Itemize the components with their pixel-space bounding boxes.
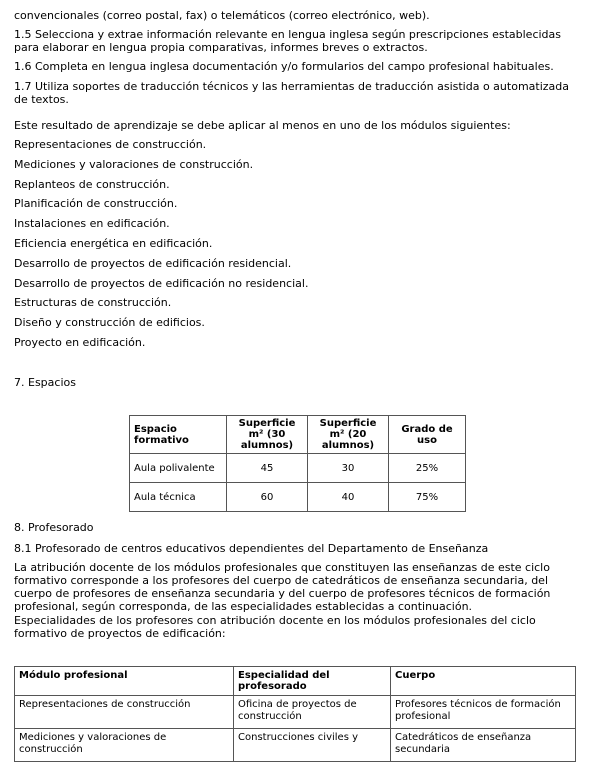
criterion-1-6: 1.6 Completa en lengua inglesa documentación y/o formularios del campo profesional habituales. [14, 60, 554, 73]
module-list [14, 138, 308, 356]
criterion-1-5: 1.5 Selecciona y extrae información relevante en lengua inglesa según prescripciones establecidas para elaborar en lengua propia comparativas, informes breves o extractos. [14, 28, 562, 54]
table-cell: 60 [227, 483, 308, 512]
section-title-profesorado: 8. Profesorado [14, 521, 94, 534]
attribution-paragraph: La atribución docente de los módulos profesionales que constituyen las enseñanzas de este ciclo formativo corresponde a los profesores del cuerpo de catedráticos de enseñanza secundaria, del cuerpo de profesores de enseñanza secundaria y del cuerpo de profesores técnicos de formación profesional, según corresponda, de las especialidades establecidas a continuación. [14, 561, 551, 613]
spaces-table [129, 415, 466, 512]
table-cell: 30 [308, 454, 389, 483]
table-cell: Mediciones y valoraciones de construcción [15, 729, 234, 762]
modules-intro: Este resultado de aprendizaje se debe aplicar al menos en uno de los módulos siguientes: [14, 119, 511, 132]
table-cell: 25% [389, 454, 466, 483]
professors-table [14, 666, 576, 762]
table-header-row [15, 667, 576, 696]
subsection-title: 8.1 Profesorado de centros educativos dependientes del Departamento de Enseñanza [14, 542, 489, 555]
table-cell: Oficina de proyectos de construcción [234, 696, 391, 729]
table-header-cell: Cuerpo [391, 667, 576, 696]
list-item: Mediciones y valoraciones de construcción. [14, 157, 254, 171]
table-cell: Aula polivalente [130, 454, 227, 483]
table-header-row [130, 416, 466, 454]
table-cell: 40 [308, 483, 389, 512]
table-header-cell: Grado de uso [389, 416, 466, 454]
table-cell: 75% [389, 483, 466, 512]
table-cell: Aula técnica [130, 483, 227, 512]
table-cell: 45 [227, 454, 308, 483]
continuation-line: convencionales (correo postal, fax) o telemáticos (correo electrónico, web). [14, 9, 430, 22]
criterion-1-7: 1.7 Utiliza soportes de traducción técnicos y las herramientas de traducción asistida o automatizada de textos. [14, 80, 570, 106]
table-row [130, 454, 466, 483]
section-title-espacios: 7. Espacios [14, 376, 76, 389]
table-header-cell: Superficie m² (30 alumnos) [227, 416, 308, 454]
list-item: Desarrollo de proyectos de edificación no residencial. [14, 276, 309, 290]
list-item: Proyecto en edificación. [14, 335, 146, 349]
table-header-cell: Espacio formativo [130, 416, 227, 454]
list-item: Replanteos de construcción. [14, 177, 170, 191]
table-header-cell: Superficie m² (20 alumnos) [308, 416, 389, 454]
table-cell: Catedráticos de enseñanza secundaria [391, 729, 576, 762]
list-item: Instalaciones en edificación. [14, 217, 170, 231]
table-cell: Representaciones de construcción [15, 696, 234, 729]
table-row [15, 696, 576, 729]
table-header-cell: Módulo profesional [15, 667, 234, 696]
list-item: Eficiencia energética en edificación. [14, 236, 213, 250]
list-item: Diseño y construcción de edificios. [14, 316, 205, 330]
list-item: Planificación de construcción. [14, 197, 178, 211]
list-item: Estructuras de construcción. [14, 296, 172, 310]
table-row [15, 729, 576, 762]
list-item: Desarrollo de proyectos de edificación residencial. [14, 256, 292, 270]
table-header-cell: Especialidad del profesorado [234, 667, 391, 696]
table-cell: Profesores técnicos de formación profesional [391, 696, 576, 729]
specialties-paragraph: Especialidades de los profesores con atribución docente en los módulos profesionales del ciclo formativo de proyectos de edificación: [14, 614, 536, 640]
table-cell: Construcciones civiles y [234, 729, 391, 762]
list-item: Representaciones de construcción. [14, 138, 207, 151]
table-row [130, 483, 466, 512]
